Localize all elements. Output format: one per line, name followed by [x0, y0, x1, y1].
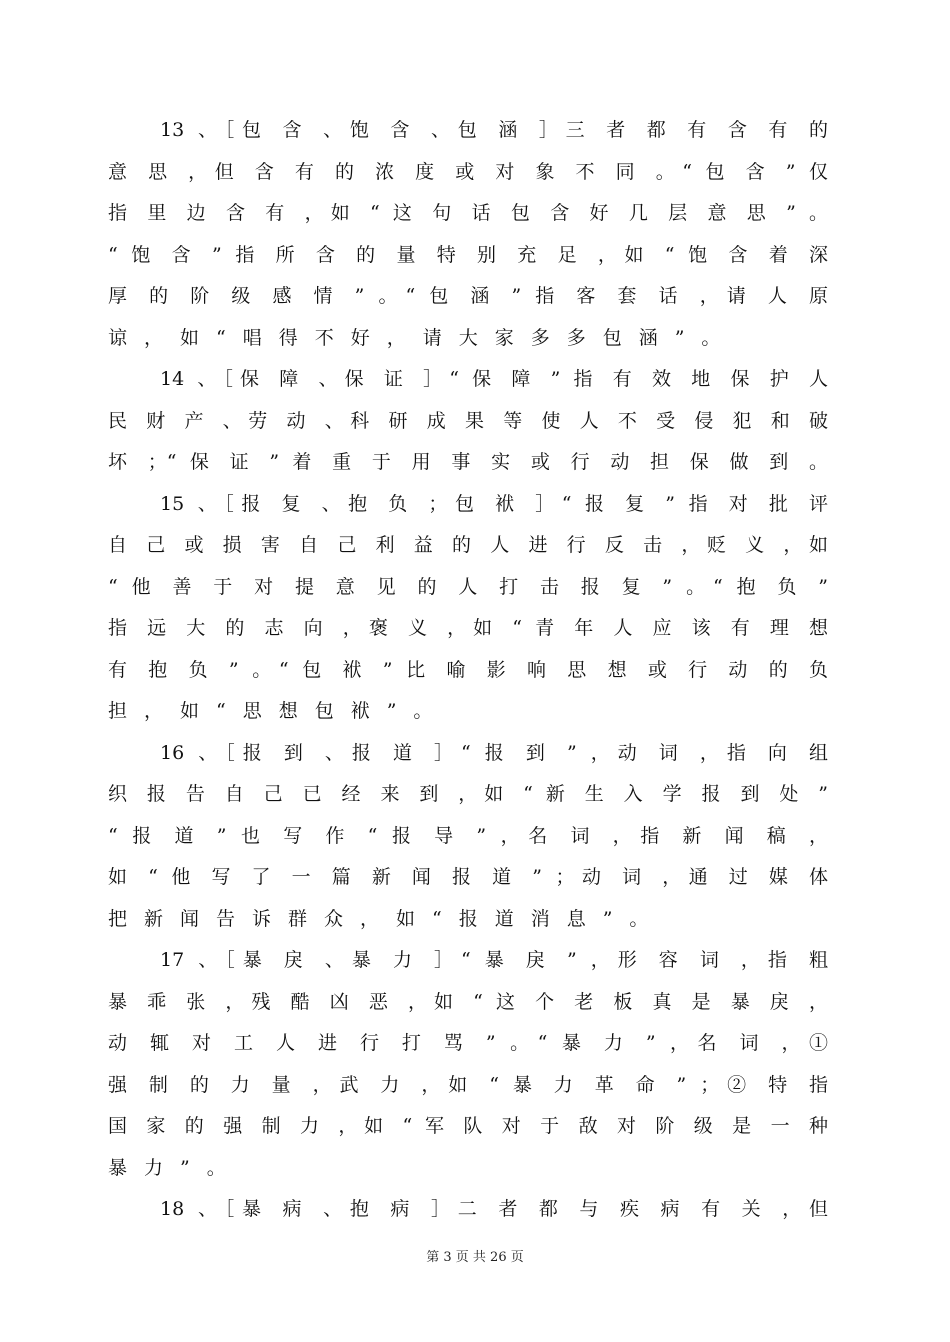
document-body: [108, 110, 828, 1231]
text-line: 自 己 或 损 害 自 己 利 益 的 人 进 行 反 击 ，贬 义 ，如: [108, 534, 828, 556]
text-line: 动 辄 对 工 人 进 行 打 骂 ” 。“ 暴 力 ” ，名 词 ，①: [108, 1032, 828, 1054]
text-line: 民 财 产 、劳 动 、科 研 成 果 等 使 人 不 受 侵 犯 和 破: [108, 409, 828, 432]
text-line: 把新闻告诉群众，如“报道消息”。: [108, 907, 666, 930]
text-line: 15 、［报 复 、抱 负 ；包 袱 ］“ 报 复 ” 指 对 批 评: [160, 492, 828, 515]
text-line: 意 思 ，但 含 有 的 浓 度 或 对 象 不 同 。“ 包 含 ” 仅: [108, 160, 828, 183]
text-line: 如 “ 他 写 了 一 篇 新 闻 报 道 ” ；动 词 ，通 过 媒 体: [108, 866, 828, 888]
text-line: 担，如“思想包袱”。: [108, 700, 450, 722]
text-line: 17 、［暴 戾 、暴 力 ］“ 暴 戾 ” ，形 容 词 ，指 粗: [160, 949, 828, 971]
text-line: 13 、［包 含 、饱 含 、包 涵 ］三 者 都 有 含 有 的: [160, 119, 828, 141]
text-line: 国 家 的 强 制 力 ，如 “ 军 队 对 于 敌 对 阶 级 是 一 种: [108, 1115, 828, 1137]
text-line: “ 他 善 于 对 提 意 见 的 人 打 击 报 复 ” 。“ 抱 负 ”: [108, 575, 828, 598]
text-line: 14 、［保 障 、保 证 ］“ 保 障 ” 指 有 效 地 保 护 人: [160, 368, 828, 390]
text-line: “ 报 道 ” 也 写 作 “ 报 导 ” ，名 词 ，指 新 闻 稿 ，: [108, 824, 828, 847]
text-line: 强 制 的 力 量 ，武 力 ，如 “ 暴 力 革 命 ” ；② 特 指: [108, 1073, 828, 1096]
text-line: 指 远 大 的 志 向 ，褒 义 ，如 “ 青 年 人 应 该 有 理 想: [108, 617, 828, 639]
text-line: 暴 乖 张 ，残 酷 凶 恶 ，如 “ 这 个 老 板 真 是 暴 戾 ，: [108, 990, 828, 1013]
text-line: 有 抱 负 ” 。“ 包 袱 ” 比 喻 影 响 思 想 或 行 动 的 负: [108, 658, 828, 681]
text-line: 坏 ；“ 保 证 ” 着 重 于 用 事 实 或 行 动 担 保 做 到 。: [108, 451, 828, 473]
text-line: 厚 的 阶 级 感 情 ” 。“ 包 涵 ” 指 客 套 话 ，请 人 原: [108, 285, 828, 307]
text-line: “ 饱 含 ” 指 所 含 的 量 特 别 充 足 ，如 “ 饱 含 着 深: [108, 243, 828, 266]
text-line: 指 里 边 含 有 ，如 “ 这 句 话 包 含 好 几 层 意 思 ” 。: [108, 202, 828, 224]
text-line: 谅，如“唱得不好，请大家多多包涵”。: [108, 326, 738, 349]
text-line: 16 、［报 到 、报 道 ］“ 报 到 ” ，动 词 ，指 向 组: [160, 741, 828, 764]
text-line: 暴力”。: [108, 1156, 243, 1179]
page-footer: 第 3 页 共 26 页: [426, 1250, 524, 1265]
text-line: 18 、［暴 病 、抱 病 ］二 者 都 与 疾 病 有 关 ，但: [160, 1198, 828, 1220]
text-line: 织 报 告 自 己 已 经 来 到 ，如 “ 新 生 入 学 报 到 处 ”: [108, 783, 828, 805]
